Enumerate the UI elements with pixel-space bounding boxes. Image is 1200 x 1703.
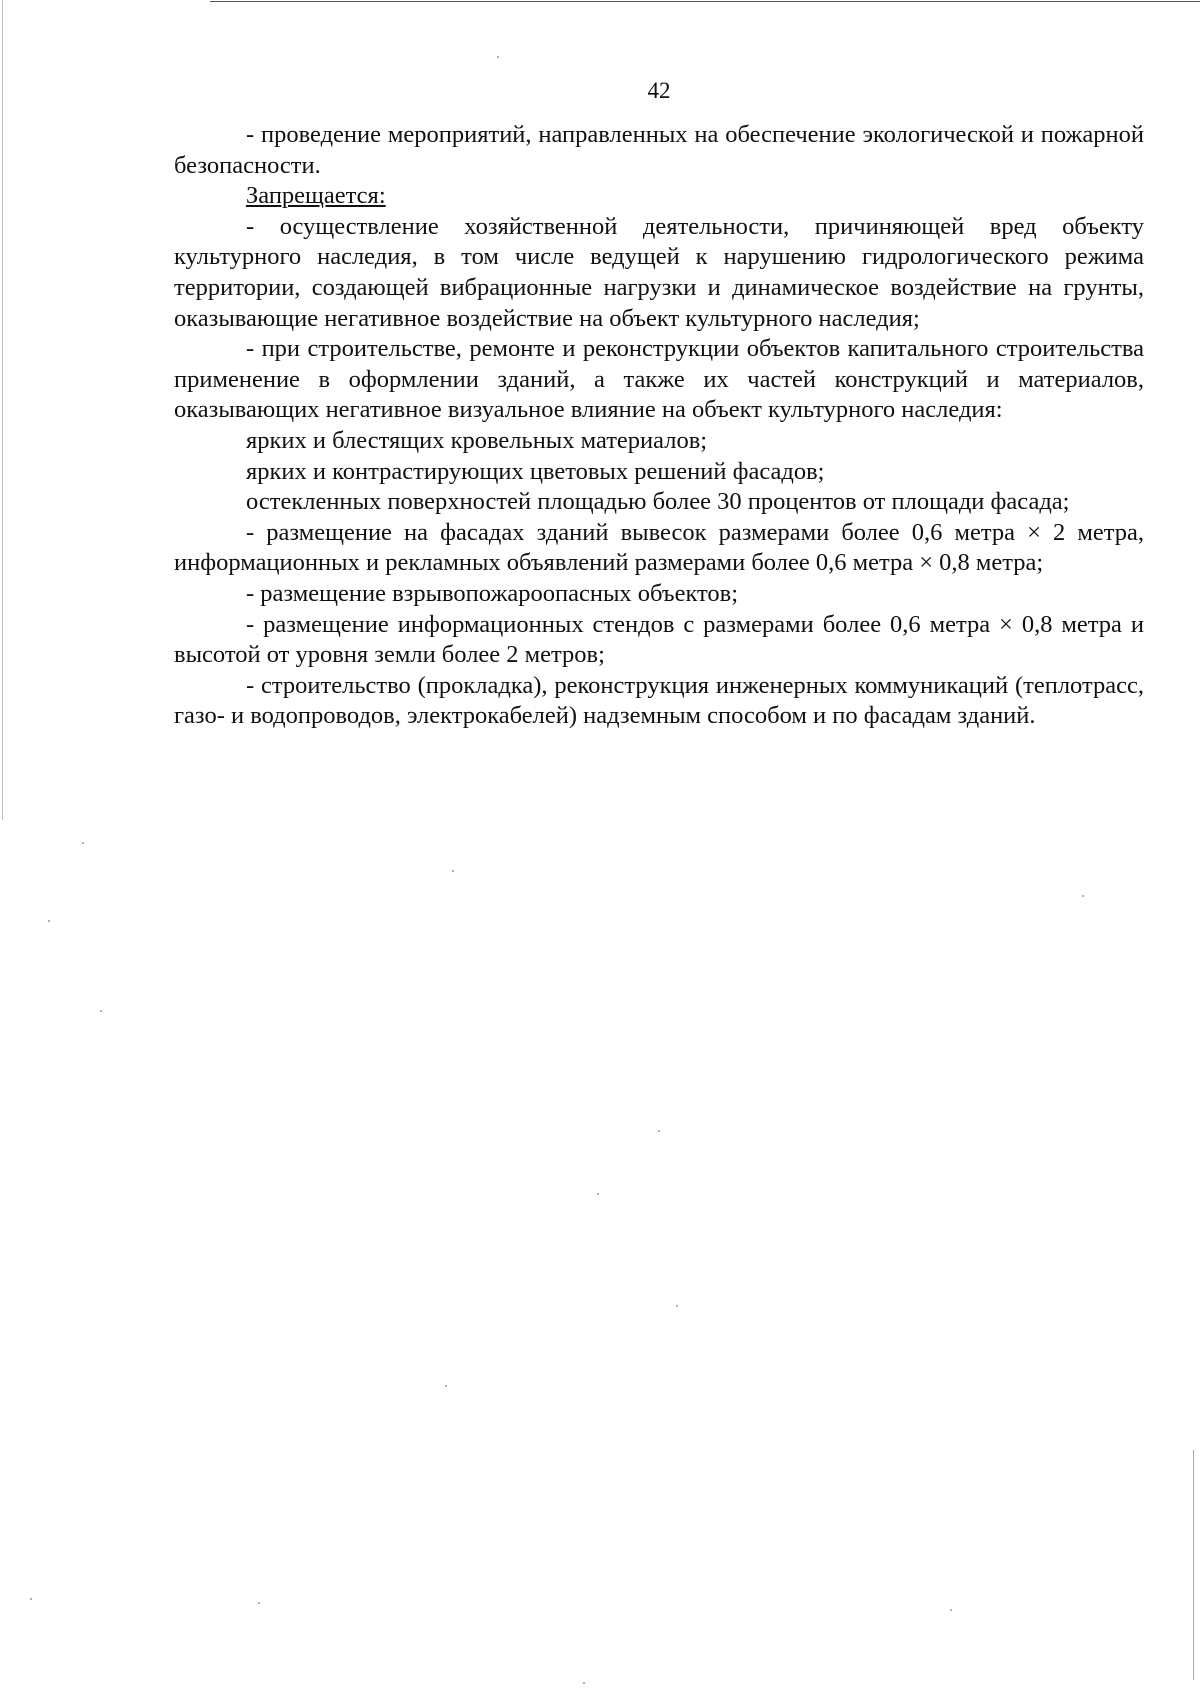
scan-speck xyxy=(1082,895,1084,897)
scan-speck xyxy=(583,1682,585,1684)
scan-speck xyxy=(82,842,84,844)
document-body xyxy=(174,120,1144,732)
scan-speck xyxy=(497,56,499,58)
paragraph-economic-activity: - осуществление хозяйственной деятельности, причиняющей вред объекту культурного наследия, в том числе ведущей к нарушению гидрологического режима территории, создающей вибрационные нагрузки и динамическое воздействие на грунты, оказывающие негативное воздействие на объект культурного наследия; xyxy=(174,212,1144,332)
scan-speck xyxy=(48,920,50,922)
paragraph-construction-materials: - при строительстве, ремонте и реконструкции объектов капитального строительства применение в оформлении зданий, а также их частей конструкций и материалов, оказывающих негативное визуальное влияние на объект культурного наследия: xyxy=(174,335,1144,424)
list-item-roofing: ярких и блестящих кровельных материалов; xyxy=(246,426,708,454)
scan-speck xyxy=(658,1130,660,1132)
list-item-facade-colors: ярких и контрастирующих цветовых решений фасадов; xyxy=(246,457,825,485)
scan-speck xyxy=(597,1193,599,1195)
prohibited-heading: Запрещается: xyxy=(246,182,386,210)
scan-speck xyxy=(258,1602,260,1604)
scan-speck xyxy=(100,1010,102,1012)
scan-speck xyxy=(676,1305,678,1307)
scan-speck xyxy=(452,870,454,872)
scan-edge-line xyxy=(2,0,3,820)
paragraph-safety-measures: - проведение мероприятий, направленных на обеспечение экологической и пожарной безопасности. xyxy=(174,121,1144,179)
paragraph-explosive-objects: - размещение взрывопожароопасных объектов; xyxy=(246,579,739,607)
paragraph-info-stands: - размещение информационных стендов с размерами более 0,6 метра × 0,8 метра и высотой от уровня земли более 2 метров; xyxy=(174,610,1144,669)
list-item-glazing: остекленных поверхностей площадью более 30 процентов от площади фасада; xyxy=(246,488,1070,516)
scan-speck xyxy=(445,1385,447,1387)
page-number: 42 xyxy=(647,78,671,103)
scan-edge-line xyxy=(1193,1450,1194,1680)
scan-speck xyxy=(950,1609,952,1611)
scan-edge-line xyxy=(210,1,1200,2)
paragraph-signage: - размещение на фасадах зданий вывесок размерами более 0,6 метра × 2 метра, информационных и рекламных объявлений размерами более 0,6 метра × 0,8 метра; xyxy=(174,518,1144,577)
paragraph-utilities: - строительство (прокладка), реконструкция инженерных коммуникаций (теплотрасс, газо- и водопроводов, электрокабелей) надземным способом и по фасадам зданий. xyxy=(174,671,1144,730)
scan-speck xyxy=(30,1598,32,1600)
